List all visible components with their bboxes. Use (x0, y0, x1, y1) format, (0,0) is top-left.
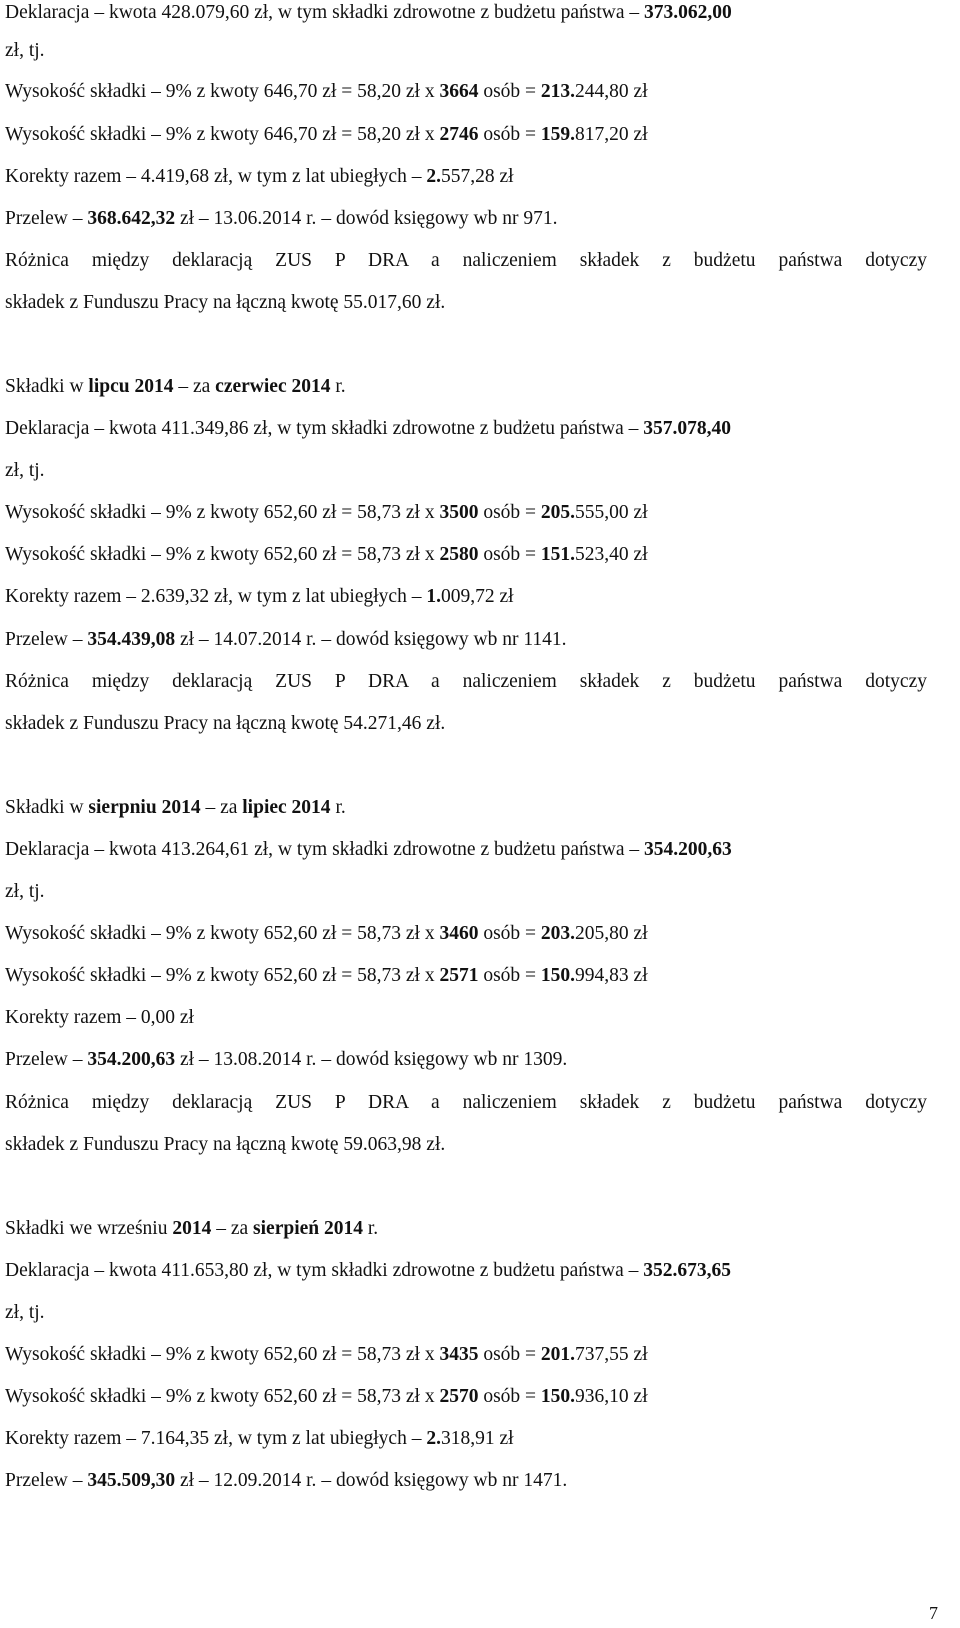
difference-line: Różnica między deklaracją ZUS P DRA a naliczeniem składek z budżetu państwa dotyczy (5, 1092, 927, 1113)
contribution-line: Wysokość składki – 9% z kwoty 652,60 zł = 58,73 zł x 2580 osób = 151.523,40 zł (5, 544, 648, 565)
contribution-line: Wysokość składki – 9% z kwoty 652,60 zł = 58,73 zł x 2570 osób = 150.936,10 zł (5, 1386, 648, 1407)
declaration-tail: zł, tj. (5, 40, 45, 61)
contribution-line: Wysokość składki – 9% z kwoty 646,70 zł = 58,20 zł x 3664 osób = 213.244,80 zł (5, 81, 648, 102)
difference-line: składek z Funduszu Pracy na łączną kwotę 59.063,98 zł. (5, 1134, 446, 1155)
section-heading: Składki w lipcu 2014 – za czerwiec 2014 r. (5, 376, 346, 397)
transfer-line: Przelew – 354.200,63 zł – 13.08.2014 r. – dowód księgowy wb nr 1309. (5, 1049, 568, 1070)
declaration-line: Deklaracja – kwota 428.079,60 zł, w tym składki zdrowotne z budżetu państwa – 373.062,00 (5, 2, 732, 23)
difference-line: Różnica między deklaracją ZUS P DRA a naliczeniem składek z budżetu państwa dotyczy (5, 671, 927, 692)
contribution-line: Wysokość składki – 9% z kwoty 652,60 zł = 58,73 zł x 2571 osób = 150.994,83 zł (5, 965, 648, 986)
contribution-line: Wysokość składki – 9% z kwoty 652,60 zł = 58,73 zł x 3500 osób = 205.555,00 zł (5, 502, 648, 523)
contribution-line: Wysokość składki – 9% z kwoty 646,70 zł = 58,20 zł x 2746 osób = 159.817,20 zł (5, 124, 648, 145)
declaration-tail: zł, tj. (5, 881, 45, 902)
contribution-line: Wysokość składki – 9% z kwoty 652,60 zł = 58,73 zł x 3460 osób = 203.205,80 zł (5, 923, 648, 944)
page-number: 7 (929, 1603, 938, 1623)
transfer-line: Przelew – 368.642,32 zł – 13.06.2014 r. – dowód księgowy wb nr 971. (5, 208, 558, 229)
transfer-line: Przelew – 345.509,30 zł – 12.09.2014 r. – dowód księgowy wb nr 1471. (5, 1470, 568, 1491)
corrections-line: Korekty razem – 7.164,35 zł, w tym z lat ubiegłych – 2.318,91 zł (5, 1428, 514, 1449)
difference-line: składek z Funduszu Pracy na łączną kwotę 55.017,60 zł. (5, 292, 446, 313)
difference-line: Różnica między deklaracją ZUS P DRA a naliczeniem składek z budżetu państwa dotyczy (5, 250, 927, 271)
corrections-line: Korekty razem – 2.639,32 zł, w tym z lat ubiegłych – 1.009,72 zł (5, 586, 514, 607)
section-heading: Składki w sierpniu 2014 – za lipiec 2014 r. (5, 797, 346, 818)
declaration-line: Deklaracja – kwota 411.349,86 zł, w tym składki zdrowotne z budżetu państwa – 357.078,40 (5, 418, 732, 439)
transfer-line: Przelew – 354.439,08 zł – 14.07.2014 r. – dowód księgowy wb nr 1141. (5, 629, 567, 650)
declaration-line: Deklaracja – kwota 411.653,80 zł, w tym składki zdrowotne z budżetu państwa – 352.673,65 (5, 1260, 732, 1281)
declaration-tail: zł, tj. (5, 460, 45, 481)
section-heading: Składki we wrześniu 2014 – za sierpień 2014 r. (5, 1218, 379, 1239)
difference-line: składek z Funduszu Pracy na łączną kwotę 54.271,46 zł. (5, 713, 446, 734)
contribution-line: Wysokość składki – 9% z kwoty 652,60 zł = 58,73 zł x 3435 osób = 201.737,55 zł (5, 1344, 648, 1365)
corrections-line: Korekty razem – 0,00 zł (5, 1007, 194, 1028)
corrections-line: Korekty razem – 4.419,68 zł, w tym z lat ubiegłych – 2.557,28 zł (5, 166, 514, 187)
declaration-line: Deklaracja – kwota 413.264,61 zł, w tym składki zdrowotne z budżetu państwa – 354.200,63 (5, 839, 732, 860)
declaration-tail: zł, tj. (5, 1302, 45, 1323)
